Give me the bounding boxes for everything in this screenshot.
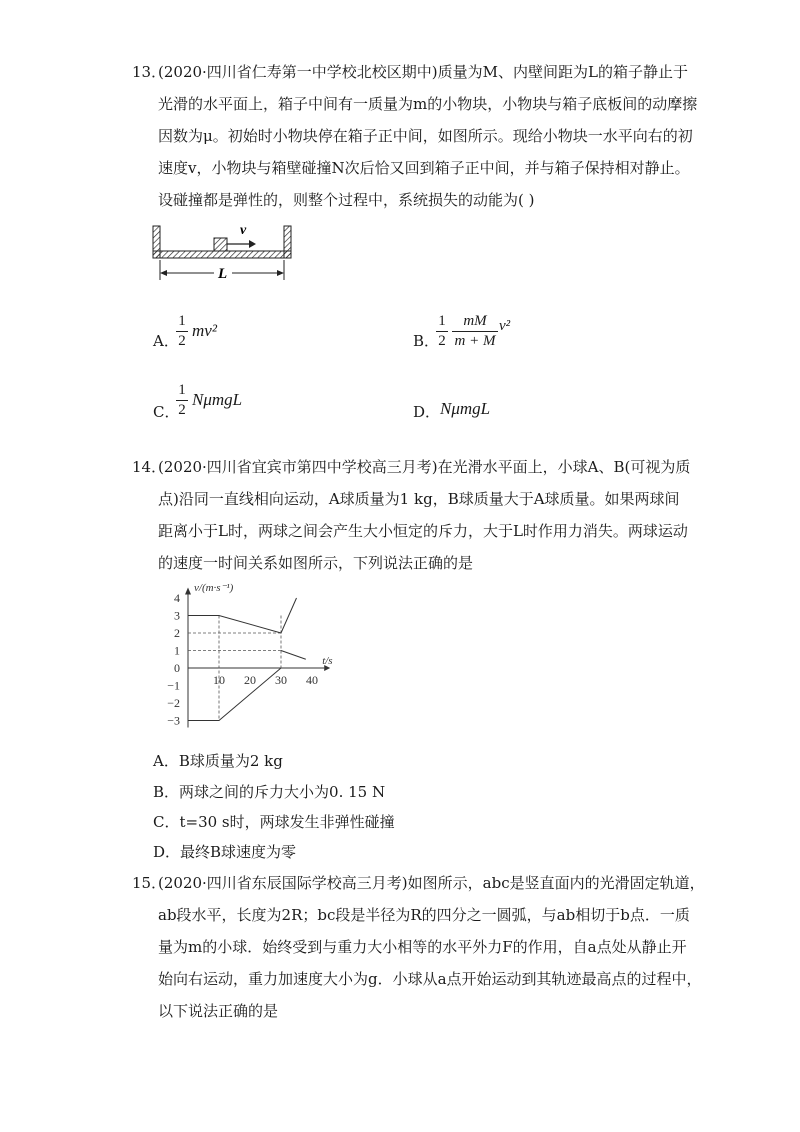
option-b-fraction: mM m + M	[452, 313, 498, 350]
question-text-line: 以下说法正确的是	[158, 1002, 279, 1020]
option-text: t=30 s时，两球发生非弹性碰撞	[179, 813, 395, 831]
question-text-line: (2020·四川省东辰国际学校高三月考)如图所示，abc是竖直面内的光滑固定轨道，	[158, 874, 705, 892]
option-b	[153, 782, 385, 802]
chart-labels	[167, 582, 332, 728]
option-text: B球质量为2 kg	[178, 752, 283, 770]
option-a-label: A．	[153, 332, 179, 350]
y-tick-label: 4	[174, 591, 180, 605]
option-label: B．	[153, 783, 180, 801]
x-tick-label: 40	[306, 673, 318, 687]
option-a-coefficient: 1 2	[176, 313, 188, 350]
y-tick-label: −1	[167, 678, 180, 693]
question-text-line: 量为m的小球．始终受到与重力大小相等的水平外力F的作用，自a点处从静止开	[158, 938, 687, 956]
option-a-expression: mv²	[192, 321, 217, 340]
question-number: 13．	[132, 63, 167, 81]
option-a	[153, 751, 283, 771]
option-c-label: C．	[153, 403, 180, 421]
series-line-2	[281, 651, 306, 660]
option-d-expression: NμmgL	[440, 399, 491, 418]
velocity-time-chart	[150, 580, 333, 730]
question-text-line: 的速度一时间关系如图所示，下列说法正确的是	[158, 554, 474, 572]
option-b-expression: v²	[499, 318, 511, 334]
question-text-line: ab段水平，长度为2R；bc段是半径为R的四分之一圆弧，与ab相切于b点．一质	[158, 906, 690, 924]
option-d-label: D．	[413, 403, 441, 421]
y-tick-label: 0	[174, 661, 180, 675]
y-axis-label: v/(m·s⁻¹)	[194, 582, 234, 594]
option-label: A．	[153, 752, 179, 770]
velocity-arrow	[227, 240, 256, 248]
y-axis-arrow	[185, 588, 191, 595]
x-tick-label: 10	[213, 673, 225, 687]
series-line-1	[188, 598, 297, 633]
chart-series	[188, 598, 306, 721]
y-tick-label: −3	[167, 713, 180, 728]
x-tick-label: 30	[275, 673, 287, 687]
option-d	[153, 842, 296, 862]
option-text: 最终B球速度为零	[180, 843, 297, 861]
y-tick-label: −2	[167, 696, 180, 710]
question-text-line: 点)沿同一直线相向运动，A球质量为1 kg，B球质量大于A球质量。如果两球间	[158, 490, 680, 508]
x-tick-label: 20	[244, 673, 256, 687]
option-c-expression: NμmgL	[192, 390, 243, 409]
box-diagram	[150, 218, 300, 290]
option-label: C．	[153, 813, 180, 831]
option-b-coefficient: 1 2	[436, 313, 448, 350]
question-text-line: (2020·四川省宜宾市第四中学校高三月考)在光滑水平面上，小球A、B(可视为质	[158, 458, 691, 476]
x-axis-label: t/s	[322, 655, 333, 667]
question-text-line: 光滑的水平面上，箱子中间有一质量为m的小物块，小物块与箱子底板间的动摩擦	[158, 95, 698, 113]
question-text-line: 速度v，小物块与箱壁碰撞N次后恰又回到箱子正中间，并与箱子保持相对静止。	[158, 159, 690, 177]
question-text-line: 因数为μ。初始时小物块停在箱子正中间，如图所示。现给小物块一水平向右的初	[158, 127, 693, 145]
velocity-label: v	[240, 223, 247, 238]
option-label: D．	[153, 843, 181, 861]
length-label: L	[218, 266, 228, 282]
y-tick-label: 3	[174, 608, 180, 623]
question-text-line: (2020·四川省仁寿第一中学校北校区期中)质量为M、内壁间距为L的箱子静止于	[158, 63, 688, 81]
option-b-label: B．	[413, 332, 440, 350]
y-tick-label: 2	[174, 626, 180, 640]
option-c	[153, 812, 395, 832]
small-block	[214, 238, 227, 251]
y-tick-label: 1	[174, 643, 180, 658]
option-text: 两球之间的斥力大小为0. 15 N	[179, 783, 386, 801]
question-text-line: 始向右运动，重力加速度大小为g．小球从a点开始运动到其轨迹最高点的过程中，	[158, 970, 702, 988]
question-text-line: 距离小于L时，两球之间会产生大小恒定的斥力，大于L时作用力消失。两球运动	[158, 522, 688, 540]
option-c-coefficient: 1 2	[176, 382, 188, 419]
question-number: 14．	[132, 458, 167, 476]
question-number: 15．	[132, 874, 167, 892]
series-line-3	[188, 668, 281, 721]
question-text-line: 设碰撞都是弹性的，则整个过程中，系统损失的动能为( )	[158, 191, 535, 209]
chart-axes	[185, 588, 333, 728]
